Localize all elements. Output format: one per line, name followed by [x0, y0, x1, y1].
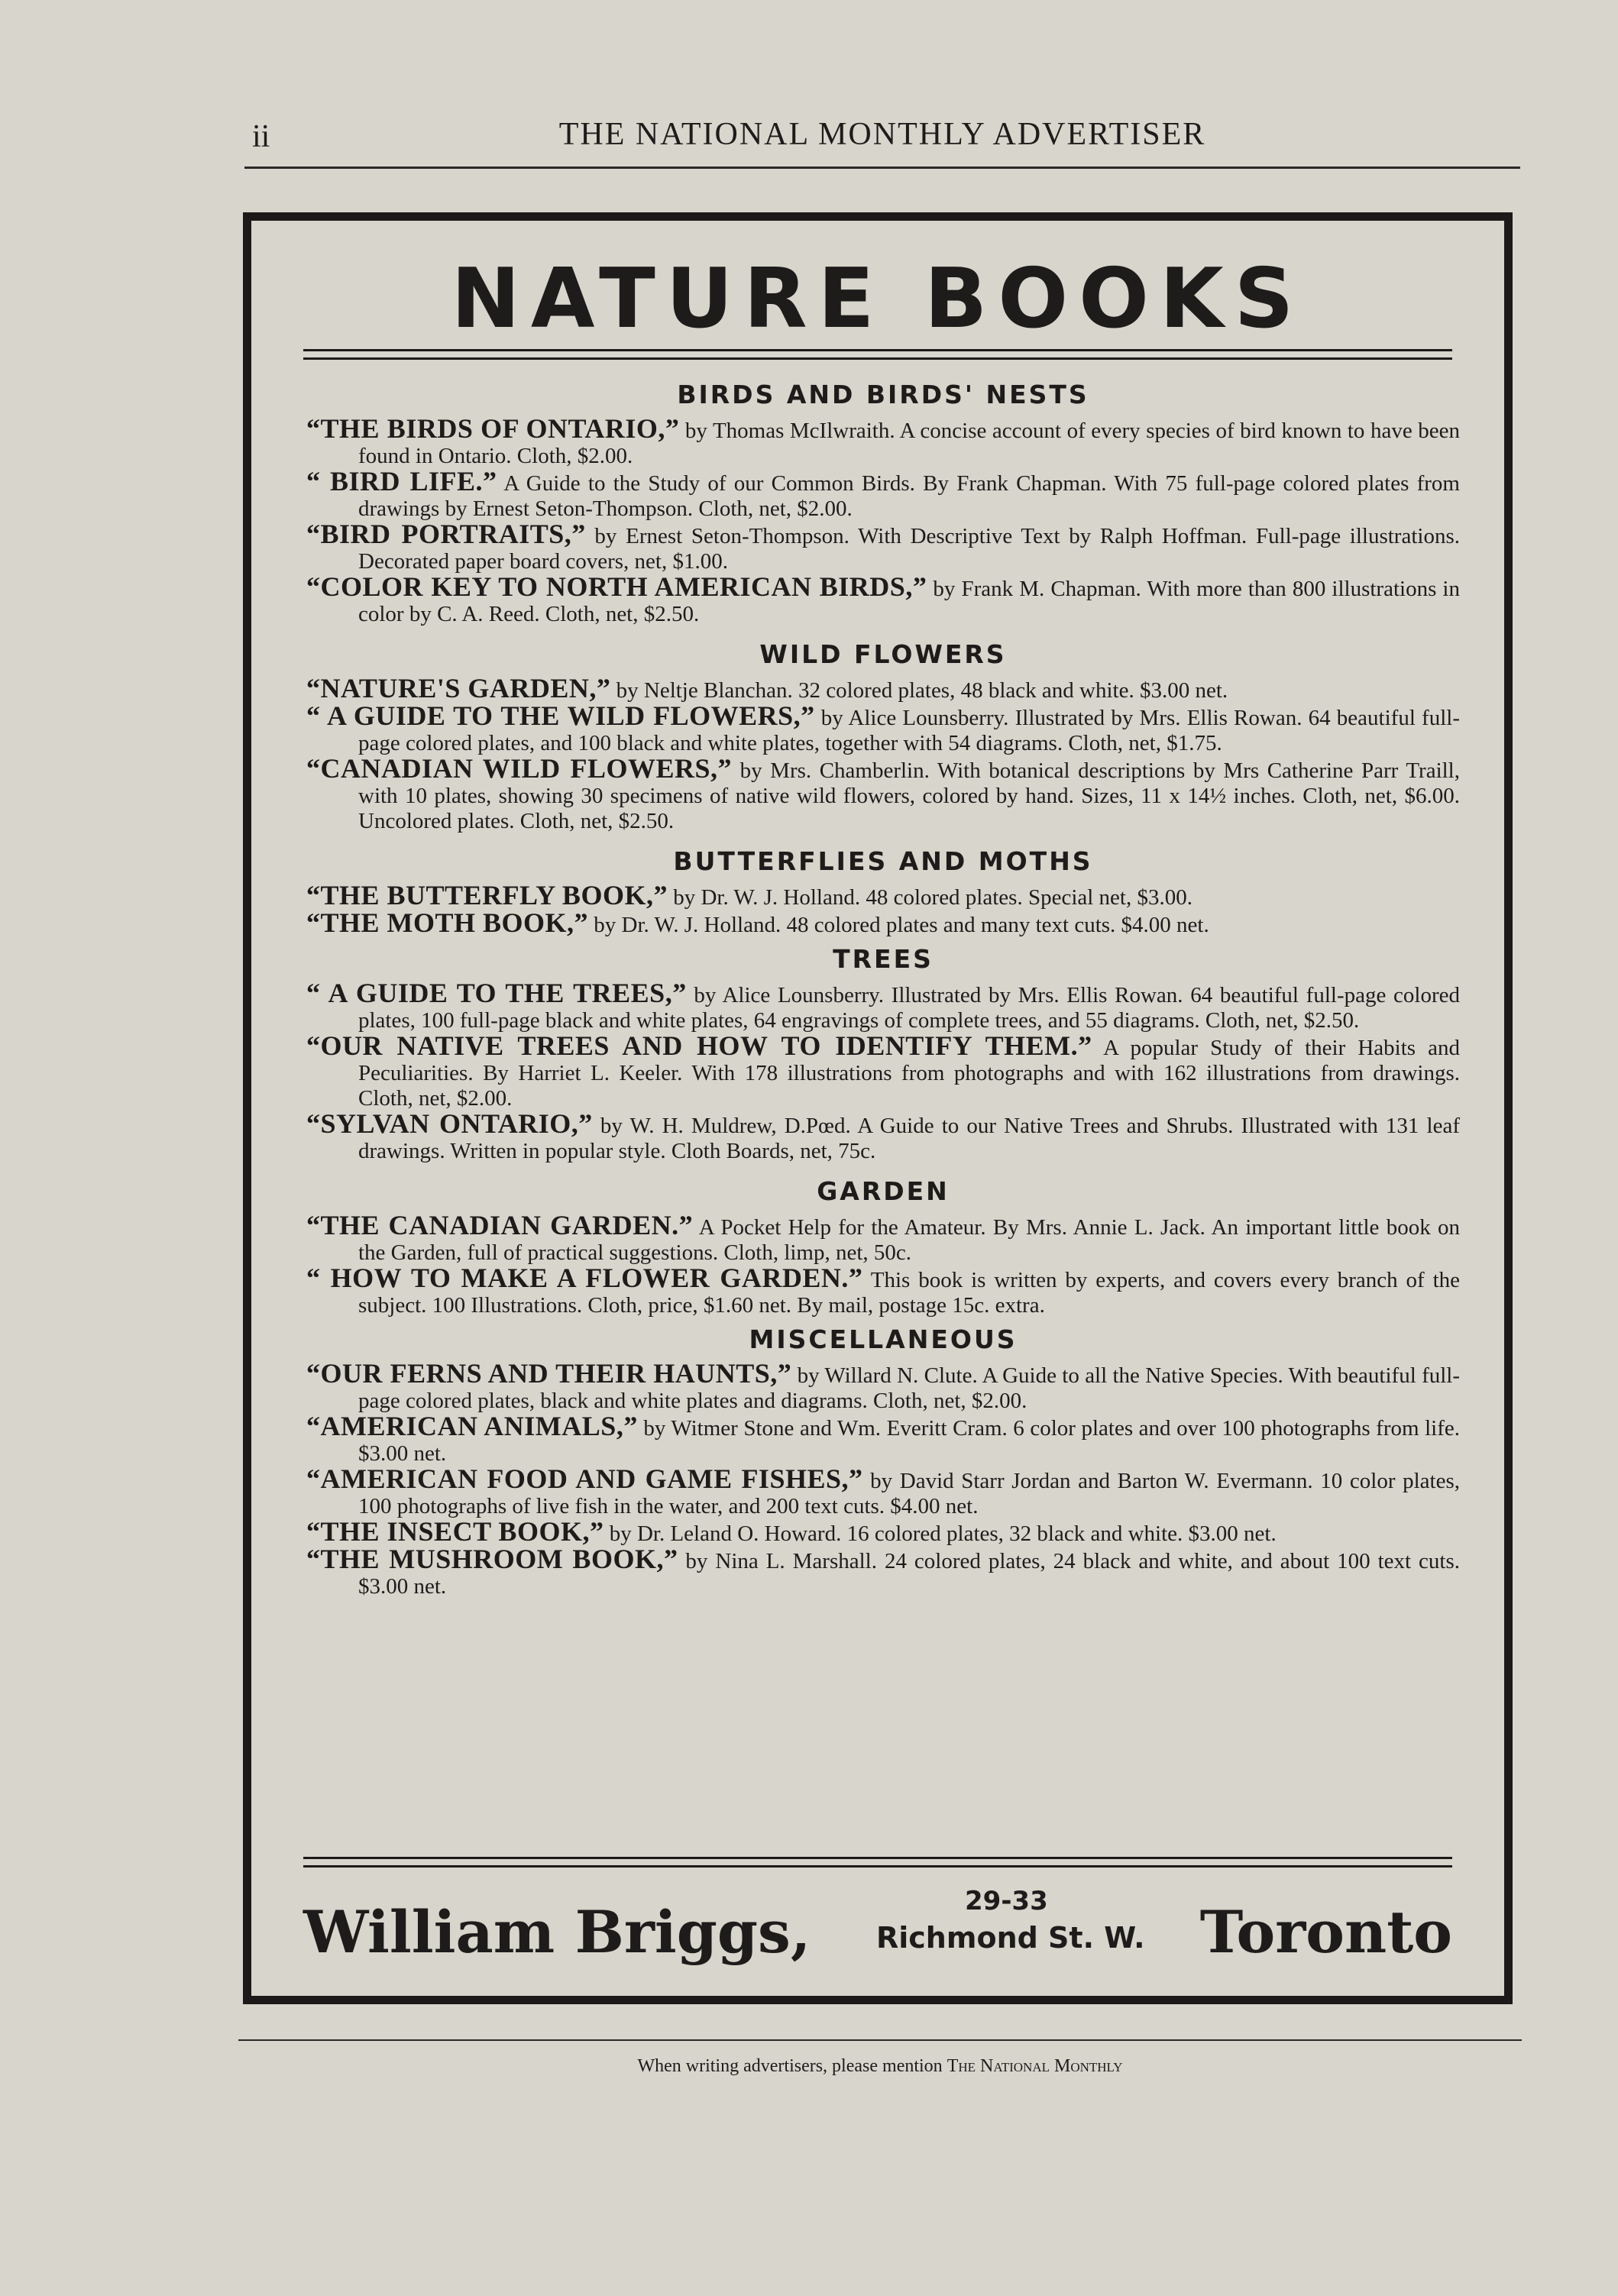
- book-description: by Dr. W. J. Holland. 48 colored plates. Special net, $3.00.: [667, 885, 1192, 910]
- book-description: by Frank M. Chapman. With more than 800 illustrations in color by C. A. Reed. Cloth, net, $2.50.: [358, 577, 1460, 626]
- book-entry: [306, 1263, 1460, 1318]
- publisher-street-number: 29-33: [965, 1886, 1048, 1916]
- book-title: “ BIRD LIFE.”: [306, 466, 497, 496]
- book-title: “CANADIAN WILD FLOWERS,”: [306, 753, 733, 784]
- section-heading-garden: GARDEN: [817, 1176, 950, 1206]
- book-title: “SYLVAN ONTARIO,”: [306, 1108, 593, 1139]
- footer-rule: [238, 2039, 1522, 2041]
- book-description: by David Starr Jordan and Barton W. Evermann. 10 color plates, 100 photographs of live fish in the water, and 200 text cuts. $4.00 net.: [358, 1469, 1460, 1518]
- book-entry: [306, 519, 1460, 574]
- book-description: by Neltje Blanchan. 32 colored plates, 48 black and white. $3.00 net.: [610, 678, 1228, 703]
- book-description: A popular Study of their Habits and Peculiarities. By Harriet L. Keeler. With 178 illustrations from photographs and with 162 illustrations from drawings. Cloth, net, $2.00.: [358, 1036, 1460, 1111]
- book-title: “THE INSECT BOOK,”: [306, 1516, 604, 1547]
- book-listing: [306, 378, 1460, 1599]
- book-description: by Ernest Seton-Thompson. With Descriptive Text by Ralph Hoffman. Full-page illustrations. Decorated paper board covers, net, $1.00.: [358, 524, 1460, 574]
- section-heading-trees: TREES: [833, 944, 934, 974]
- publisher-imprint: [303, 1875, 1452, 1974]
- book-entry: [306, 571, 1460, 627]
- book-description: by Thomas McIlwraith. A concise account of every species of bird known to have been found in Ontario. Cloth, $2.00.: [358, 419, 1460, 468]
- book-title: “THE CANADIAN GARDEN.”: [306, 1210, 694, 1240]
- book-title: “OUR NATIVE TREES AND HOW TO IDENTIFY THEM.”: [306, 1030, 1092, 1061]
- book-description: by Dr. W. J. Holland. 48 colored plates and many text cuts. $4.00 net.: [588, 913, 1209, 937]
- book-description: by Witmer Stone and Wm. Everitt Cram. 6 color plates and over 100 photographs from life. $3.00 net.: [358, 1416, 1460, 1466]
- book-title: “COLOR KEY TO NORTH AMERICAN BIRDS,”: [306, 571, 927, 602]
- book-title: “THE BUTTERFLY BOOK,”: [306, 880, 668, 910]
- running-title: THE NATIONAL MONTHLY ADVERTISER: [558, 117, 1206, 152]
- ad-title: NATURE BOOKS: [451, 251, 1305, 347]
- book-description: This book is written by experts, and covers every branch of the subject. 100 Illustrations. Cloth, price, $1.60 net. By mail, postage 15c. extra.: [358, 1268, 1460, 1318]
- footer-publication: The National Monthly: [947, 2056, 1123, 2076]
- book-description: A Guide to the Study of our Common Birds. By Frank Chapman. With 75 full-page colored plates from drawings by Ernest Seton-Thompson. Cloth, net, $2.00.: [358, 471, 1460, 521]
- book-title: “AMERICAN ANIMALS,”: [306, 1411, 638, 1441]
- book-entry: [306, 1544, 1460, 1599]
- book-title: “ HOW TO MAKE A FLOWER GARDEN.”: [306, 1263, 863, 1293]
- book-entry: [306, 673, 1460, 703]
- book-entry: [306, 978, 1460, 1033]
- bottom-double-rule: [303, 1857, 1452, 1868]
- book-entry: [306, 1516, 1460, 1547]
- book-title: “OUR FERNS AND THEIR HAUNTS,”: [306, 1358, 792, 1389]
- book-description: by W. H. Muldrew, D.Pœd. A Guide to our Native Trees and Shrubs. Illustrated with 131 leaf drawings. Written in popular style. Cloth Boards, net, 75c.: [358, 1114, 1460, 1163]
- book-entry: [306, 413, 1460, 469]
- book-entry: [306, 1108, 1460, 1164]
- book-title: “ A GUIDE TO THE TREES,”: [306, 978, 687, 1008]
- book-description: by Mrs. Chamberlin. With botanical descriptions by Mrs Catherine Parr Traill, with 10 plates, showing 30 specimens of native wild flowers, colored by hand. Sizes, 11 x 14½ inches. Cloth, net, $6.00. Uncolored plates. Cloth, net, $2.50.: [358, 758, 1460, 833]
- title-double-rule: [303, 349, 1452, 360]
- book-title: “THE MOTH BOOK,”: [306, 907, 589, 938]
- publisher-name: William Briggs,: [303, 1898, 811, 1966]
- book-title: “NATURE'S GARDEN,”: [306, 673, 611, 703]
- footer-note: [238, 2056, 1522, 2077]
- book-title: “THE BIRDS OF ONTARIO,”: [306, 413, 680, 444]
- book-title: “AMERICAN FOOD AND GAME FISHES,”: [306, 1463, 863, 1494]
- book-entry: [306, 700, 1460, 756]
- book-entry: [306, 880, 1460, 910]
- publisher-street: Richmond St. W.: [876, 1921, 1145, 1955]
- footer-text: When writing advertisers, please mention: [637, 2056, 947, 2076]
- book-description: by Willard N. Clute. A Guide to all the Native Species. With beautiful full-page colored plates, black and white plates and diagrams. Cloth, net, $2.00.: [358, 1363, 1461, 1413]
- section-heading-butterflies: BUTTERFLIES AND MOTHS: [673, 846, 1093, 876]
- publisher-city: Toronto: [1199, 1898, 1452, 1966]
- book-entry: [306, 1210, 1460, 1266]
- book-entry: [306, 907, 1460, 938]
- section-heading-birds: BIRDS AND BIRDS' NESTS: [677, 380, 1089, 409]
- book-entry: [306, 1030, 1460, 1111]
- book-description: A Pocket Help for the Amateur. By Mrs. Annie L. Jack. An important little book on the Garden, full of practical suggestions. Cloth, limp, net, 50c.: [358, 1215, 1460, 1265]
- book-description: by Nina L. Marshall. 24 colored plates, 24 black and white, and about 100 text cuts. $3.00 net.: [358, 1549, 1460, 1599]
- book-title: “ A GUIDE TO THE WILD FLOWERS,”: [306, 700, 815, 731]
- section-heading-wild-flowers: WILD FLOWERS: [759, 639, 1007, 669]
- book-title: “THE MUSHROOM BOOK,”: [306, 1544, 678, 1574]
- book-entry: [306, 753, 1460, 834]
- book-description: by Dr. Leland O. Howard. 16 colored plates, 32 black and white. $3.00 net.: [604, 1522, 1277, 1546]
- book-description: by Alice Lounsberry. Illustrated by Mrs. Ellis Rowan. 64 beautiful full-page colored plates, and 100 black and white plates, together with 54 diagrams. Cloth, net, $1.75.: [358, 706, 1460, 755]
- book-entry: [306, 1358, 1461, 1414]
- book-entry: [306, 1411, 1460, 1467]
- page-number: ii: [252, 119, 270, 154]
- book-title: “BIRD PORTRAITS,”: [306, 519, 586, 549]
- advertisement-box: [243, 212, 1513, 2004]
- header-rule: [244, 167, 1520, 169]
- book-entry: [306, 466, 1460, 522]
- book-description: by Alice Lounsberry. Illustrated by Mrs. Ellis Rowan. 64 beautiful full-page colored plates, 100 full-page black and white plates, 64 engravings of complete trees, and 55 diagrams. Cloth, net, $2.50.: [358, 983, 1460, 1033]
- book-entry: [306, 1463, 1460, 1519]
- section-heading-miscellaneous: MISCELLANEOUS: [749, 1324, 1018, 1354]
